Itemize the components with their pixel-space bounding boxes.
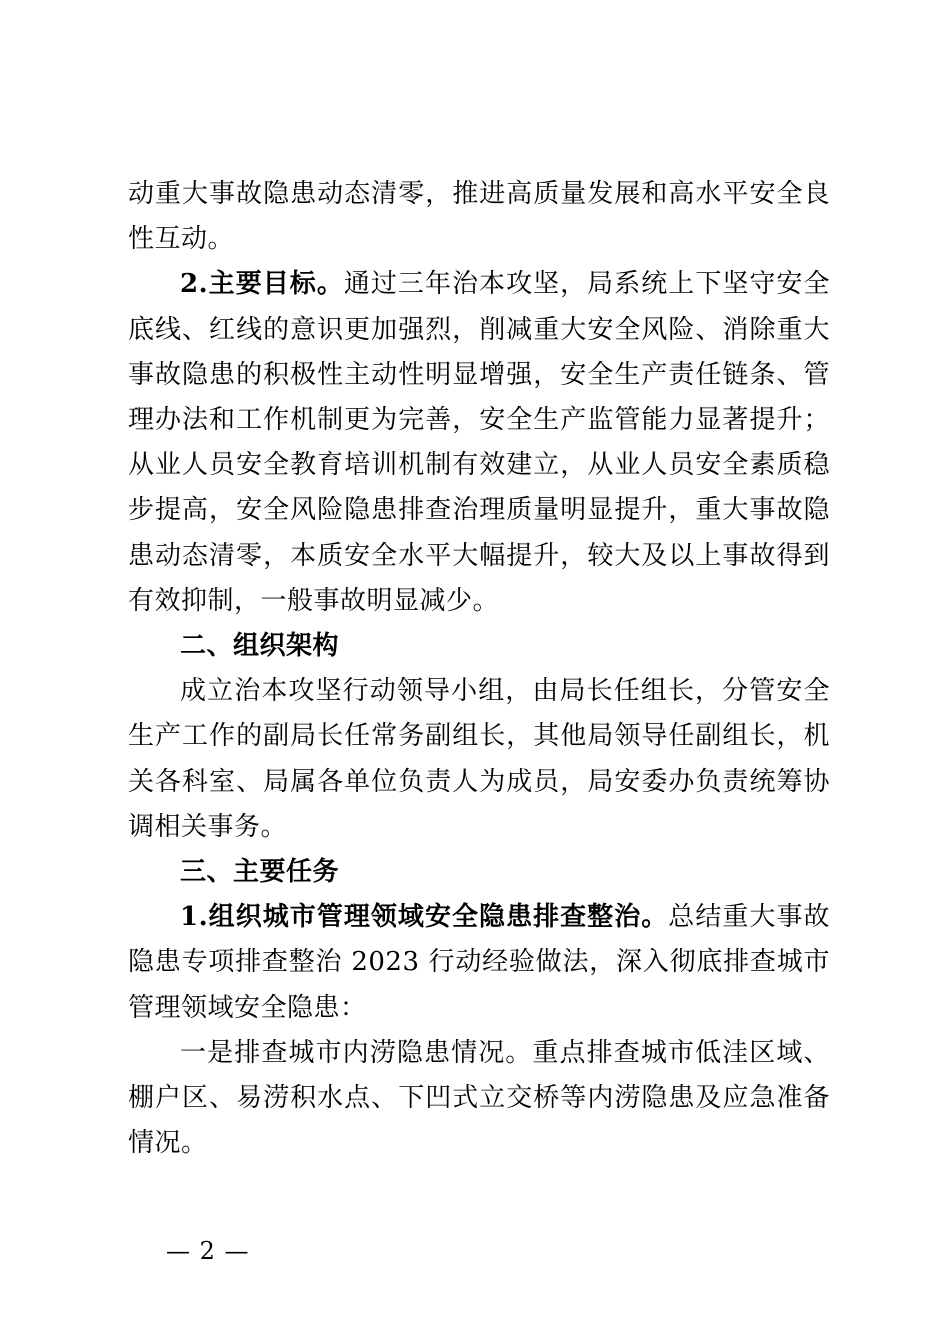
- section-heading-organization: 二、组织架构: [180, 631, 340, 662]
- document-body: [128, 172, 830, 1166]
- paragraph-lead: 1.组织城市管理领域安全隐患排查整治。: [180, 902, 669, 933]
- paragraph-waterlogging: [128, 1031, 830, 1167]
- paragraph-lead: 2.主要目标。: [180, 269, 344, 300]
- paragraph-organization: [128, 669, 830, 850]
- page-number: — 2 —: [166, 1237, 250, 1265]
- paragraph-main-goals: [128, 262, 830, 624]
- paragraph-text: 一是排查城市内涝隐患情况。重点排查城市低洼区域、棚户区、易涝积水点、下凹式立交桥等内涝隐患及应急准备情况。: [128, 1037, 830, 1159]
- paragraph-continuation: [128, 172, 830, 262]
- paragraph-text: 总结重大事故隐患专项排查整治 2023 行动经验做法，深入彻底排查城市管理领域安全隐患：: [128, 902, 830, 1023]
- paragraph-text: 通过三年治本攻坚，局系统上下坚守安全底线、红线的意识更加强烈，削减重大安全风险、消除重大事故隐患的积极性主动性明显增强，安全生产责任链条、管理办法和工作机制更为完善，安全生产监管能力显著提升；从业人员安全教育培训机制有效建立，从业人员安全素质稳步提高，安全风险隐患排查治理质量明显提升，重大事故隐患动态清零，本质安全水平大幅提升，较大及以上事故得到有效抑制，一般事故明显减少。: [128, 269, 830, 616]
- paragraph-task-1: [128, 895, 830, 1031]
- paragraph-text: 动重大事故隐患动态清零，推进高质量发展和高水平安全良性互动。: [128, 179, 830, 255]
- section-heading-main-tasks: 三、主要任务: [180, 857, 340, 888]
- paragraph-text: 成立治本攻坚行动领导小组，由局长任组长，分管安全生产工作的副局长任常务副组长，其他局领导任副组长，机关各科室、局属各单位负责人为成员，局安委办负责统筹协调相关事务。: [128, 676, 830, 842]
